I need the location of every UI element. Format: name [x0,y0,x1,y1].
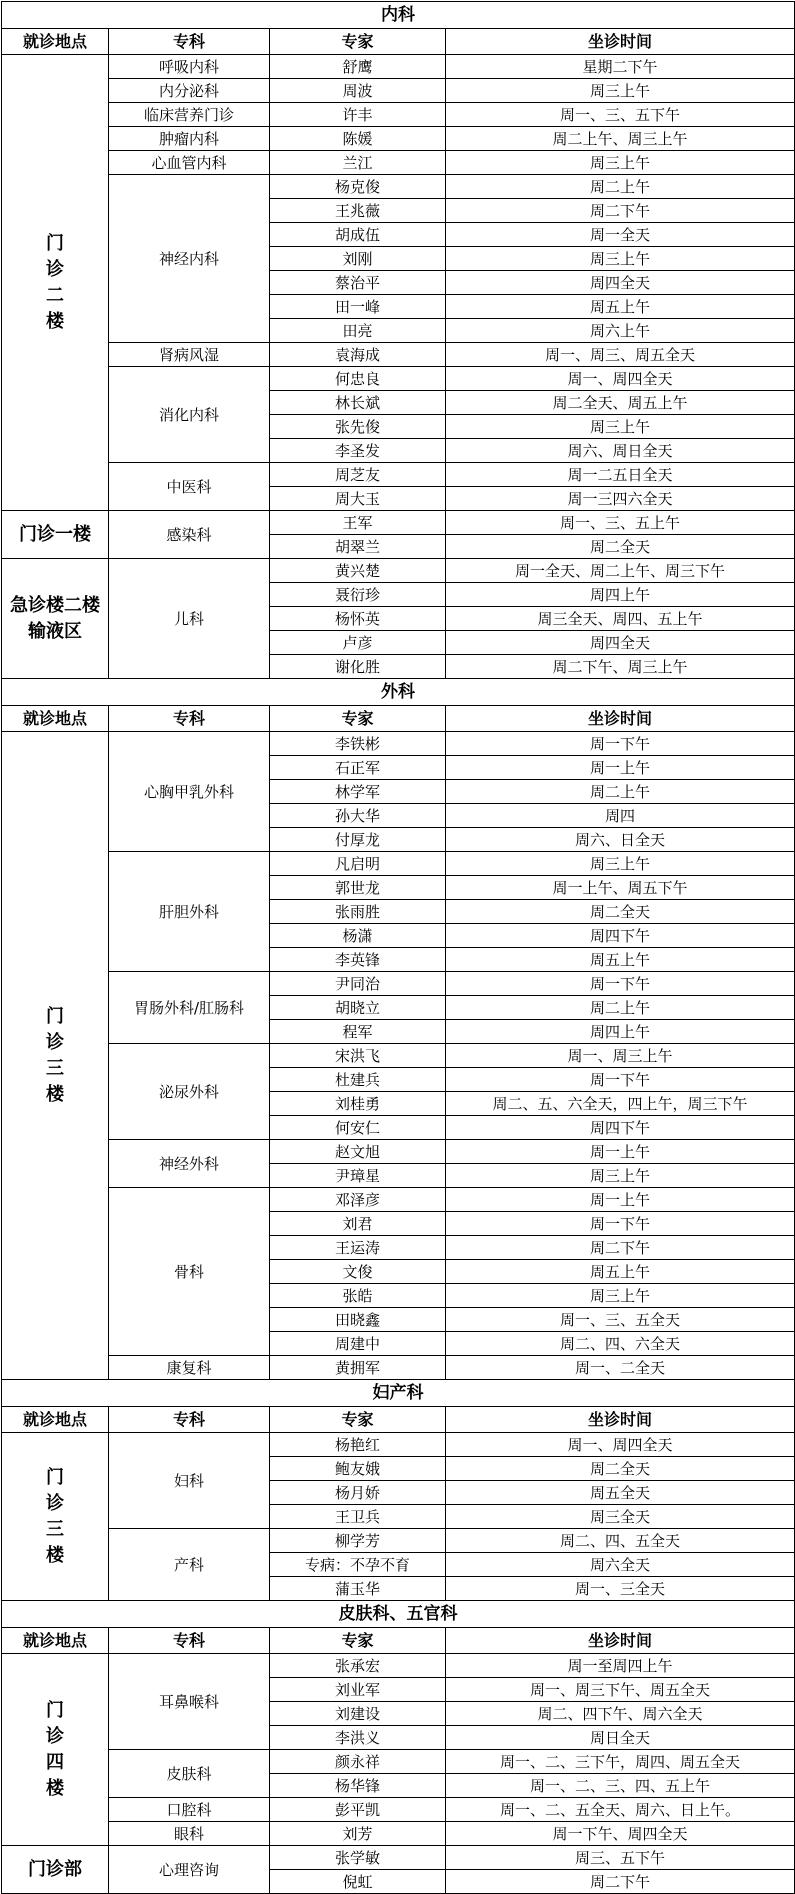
clinic-time: 周一、周三上午 [446,1044,795,1068]
clinic-time: 周一三四六全天 [446,487,795,511]
department-cell: 神经内科 [109,175,270,343]
doctor-name: 蔡治平 [270,271,446,295]
doctor-name: 郭世龙 [270,876,446,900]
table-row [2,1433,795,1457]
doctor-name: 刘刚 [270,247,446,271]
doctor-name: 王运涛 [270,1236,446,1260]
clinic-time: 周四下午 [446,1116,795,1140]
clinic-time: 周二、四下午、周六全天 [446,1702,795,1726]
location-char: 三 [46,1518,64,1540]
clinic-time: 周一、周三下午、周五全天 [446,1678,795,1702]
doctor-name: 彭平凯 [270,1798,446,1822]
clinic-time: 周二、五、六全天，四上午，周三下午 [446,1092,795,1116]
clinic-time: 周三全天、周四、五上午 [446,607,795,631]
location-char: 楼 [46,1083,64,1105]
doctor-name: 林学军 [270,780,446,804]
doctor-header: 专家 [270,29,446,55]
location-char: 楼 [46,1544,64,1566]
clinic-time: 周一下午 [446,972,795,996]
clinic-time: 周四 [446,804,795,828]
department-cell: 中医科 [109,463,270,511]
clinic-time: 周一、三、五上午 [446,511,795,535]
doctor-name: 周大玉 [270,487,446,511]
clinic-time: 周三上午 [446,852,795,876]
doctor-name: 陈媛 [270,127,446,151]
doctor-name: 柳学芳 [270,1529,446,1553]
location-char: 门 [46,1005,64,1027]
doctor-name: 赵文旭 [270,1140,446,1164]
table-row [2,1822,795,1846]
table-row [2,1044,795,1068]
clinic-time: 星期二下午 [446,55,795,79]
section-title-row [2,2,795,29]
clinic-time: 周一上午 [446,1140,795,1164]
department-cell: 感染科 [109,511,270,559]
department-header: 专科 [109,706,270,732]
doctor-name: 刘芳 [270,1822,446,1846]
location-cell: 急诊楼二楼输液区 [2,559,109,679]
department-cell: 泌尿外科 [109,1044,270,1140]
department-cell: 儿科 [109,559,270,679]
doctor-name: 周波 [270,79,446,103]
clinic-time: 周一、周四全天 [446,1433,795,1457]
doctor-header: 专家 [270,1628,446,1654]
column-header-row [2,29,795,55]
doctor-name: 何忠良 [270,367,446,391]
doctor-header: 专家 [270,1407,446,1433]
clinic-time: 周一下午 [446,1212,795,1236]
clinic-time: 周一全天、周二上午、周三下午 [446,559,795,583]
clinic-time: 周二全天 [446,1457,795,1481]
clinic-time: 周四上午 [446,1020,795,1044]
doctor-name: 刘君 [270,1212,446,1236]
department-cell: 产科 [109,1529,270,1601]
clinic-time: 周一至周四上午 [446,1654,795,1678]
time-header: 坐诊时间 [446,29,795,55]
department-cell: 口腔科 [109,1798,270,1822]
section-title-row [2,1601,795,1628]
doctor-name: 李英锋 [270,948,446,972]
doctor-name: 邓泽彦 [270,1188,446,1212]
doctor-name: 谢化胜 [270,655,446,679]
clinic-time: 周五上午 [446,295,795,319]
location-char: 二 [46,284,64,306]
clinic-time: 周一、二全天 [446,1356,795,1380]
doctor-name: 付厚龙 [270,828,446,852]
location-char: 门 [46,232,64,254]
doctor-name: 田晓鑫 [270,1308,446,1332]
doctor-name: 林长斌 [270,391,446,415]
clinic-time: 周三上午 [446,151,795,175]
table-row [2,1750,795,1774]
doctor-name: 王军 [270,511,446,535]
clinic-time: 周一下午 [446,1068,795,1092]
doctor-name: 尹同治 [270,972,446,996]
table-row [2,127,795,151]
location-header: 就诊地点 [2,1407,109,1433]
table-row [2,1846,795,1870]
table-row [2,103,795,127]
schedule-body [2,2,795,1894]
department-cell: 肝胆外科 [109,852,270,972]
doctor-name: 宋洪飞 [270,1044,446,1068]
department-cell: 肿瘤内科 [109,127,270,151]
section-title: 皮肤科、五官科 [2,1601,795,1628]
doctor-name: 程军 [270,1020,446,1044]
doctor-name: 舒鹰 [270,55,446,79]
clinic-time: 周三上午 [446,79,795,103]
doctor-name: 胡翠兰 [270,535,446,559]
department-cell: 心血管内科 [109,151,270,175]
location-cell [2,1433,109,1601]
location-cell [2,55,109,511]
clinic-time: 周一、三全天 [446,1577,795,1601]
department-header: 专科 [109,29,270,55]
doctor-name: 许丰 [270,103,446,127]
location-char: 诊 [46,1725,64,1747]
clinic-time: 周二全天 [446,535,795,559]
clinic-time: 周一、三、五全天 [446,1308,795,1332]
clinic-time: 周六、日全天 [446,828,795,852]
doctor-name: 鲍友娥 [270,1457,446,1481]
clinic-time: 周四上午 [446,583,795,607]
department-cell: 康复科 [109,1356,270,1380]
doctor-name: 李圣发 [270,439,446,463]
time-header: 坐诊时间 [446,706,795,732]
location-cell [2,1654,109,1846]
column-header-row [2,706,795,732]
clinic-time: 周一二五日全天 [446,463,795,487]
clinic-time: 周二全天、周五上午 [446,391,795,415]
clinic-time: 周二、四、五全天 [446,1529,795,1553]
department-cell: 骨科 [109,1188,270,1356]
doctor-name: 田一峰 [270,295,446,319]
doctor-name: 周芝友 [270,463,446,487]
table-row [2,1188,795,1212]
doctor-name: 文俊 [270,1260,446,1284]
table-row [2,79,795,103]
department-cell: 心胸甲乳外科 [109,732,270,852]
doctor-name: 颜永祥 [270,1750,446,1774]
table-row [2,55,795,79]
clinic-time: 周五全天 [446,1481,795,1505]
clinic-time: 周二上午 [446,175,795,199]
clinic-time: 周四下午 [446,924,795,948]
doctor-name: 杨克俊 [270,175,446,199]
department-header: 专科 [109,1407,270,1433]
department-cell: 皮肤科 [109,1750,270,1798]
department-cell: 耳鼻喉科 [109,1654,270,1750]
table-row [2,511,795,535]
clinic-time: 周二全天 [446,900,795,924]
doctor-name: 周建中 [270,1332,446,1356]
table-row [2,367,795,391]
table-row [2,1654,795,1678]
clinic-time: 周一下午 [446,732,795,756]
clinic-time: 周二、四、六全天 [446,1332,795,1356]
doctor-name: 刘业军 [270,1678,446,1702]
doctor-name: 刘桂勇 [270,1092,446,1116]
column-header-row [2,1628,795,1654]
doctor-name: 凡启明 [270,852,446,876]
doctor-name: 孙大华 [270,804,446,828]
clinic-time: 周一全天 [446,223,795,247]
clinic-time: 周六全天 [446,1553,795,1577]
table-row [2,1798,795,1822]
table-row [2,151,795,175]
doctor-name: 杨月娇 [270,1481,446,1505]
doctor-name: 杜建兵 [270,1068,446,1092]
clinic-time: 周二上午 [446,996,795,1020]
department-cell: 神经外科 [109,1140,270,1188]
department-cell: 消化内科 [109,367,270,463]
clinic-time: 周一上午 [446,756,795,780]
time-header: 坐诊时间 [446,1628,795,1654]
clinic-time: 周三全天 [446,1505,795,1529]
doctor-name: 杨潇 [270,924,446,948]
table-row [2,1140,795,1164]
time-header: 坐诊时间 [446,1407,795,1433]
clinic-time: 周三上午 [446,415,795,439]
clinic-time: 周一、周四全天 [446,367,795,391]
location-char: 门 [46,1466,64,1488]
table-row [2,175,795,199]
section-title-row [2,679,795,706]
location-char: 诊 [46,1031,64,1053]
doctor-name: 杨华锋 [270,1774,446,1798]
clinic-time: 周一、周三、周五全天 [446,343,795,367]
doctor-name: 李洪义 [270,1726,446,1750]
doctor-name: 李铁彬 [270,732,446,756]
doctor-name: 黄兴楚 [270,559,446,583]
department-cell: 胃肠外科/肛肠科 [109,972,270,1044]
clinic-time: 周二下午 [446,1870,795,1894]
department-cell: 临床营养门诊 [109,103,270,127]
department-cell: 心理咨询 [109,1846,270,1894]
doctor-name: 袁海成 [270,343,446,367]
doctor-name: 杨怀英 [270,607,446,631]
location-char: 楼 [46,1777,64,1799]
doctor-name: 王卫兵 [270,1505,446,1529]
department-cell: 内分泌科 [109,79,270,103]
department-cell: 呼吸内科 [109,55,270,79]
location-cell: 门诊部 [2,1846,109,1894]
doctor-name: 蒲玉华 [270,1577,446,1601]
clinic-time: 周四全天 [446,631,795,655]
table-row [2,852,795,876]
schedule-table [1,1,795,1894]
location-char: 四 [46,1751,64,1773]
clinic-time: 周一上午、周五下午 [446,876,795,900]
doctor-name: 张承宏 [270,1654,446,1678]
clinic-time: 周二下午、周三上午 [446,655,795,679]
table-row [2,972,795,996]
location-char: 诊 [46,258,64,280]
doctor-name: 聂衍珍 [270,583,446,607]
table-row [2,1529,795,1553]
clinic-time: 周三上午 [446,1164,795,1188]
clinic-time: 周二下午 [446,1236,795,1260]
location-cell [2,732,109,1380]
location-char: 门 [46,1699,64,1721]
location-char: 楼 [46,310,64,332]
clinic-time: 周一、二、五全天、周六、日上午。 [446,1798,795,1822]
table-row [2,463,795,487]
location-header: 就诊地点 [2,29,109,55]
clinic-time: 周二下午 [446,199,795,223]
location-char: 诊 [46,1492,64,1514]
table-row [2,559,795,583]
clinic-time: 周六上午 [446,319,795,343]
clinic-time: 周一、二、三下午，周四、周五全天 [446,1750,795,1774]
doctor-name: 卢彦 [270,631,446,655]
doctor-header: 专家 [270,706,446,732]
clinic-time: 周三上午 [446,247,795,271]
clinic-time: 周三、五下午 [446,1846,795,1870]
doctor-name: 胡成伍 [270,223,446,247]
clinic-time: 周二上午 [446,780,795,804]
doctor-name: 专病：不孕不育 [270,1553,446,1577]
doctor-name: 田亮 [270,319,446,343]
clinic-time: 周三上午 [446,1284,795,1308]
doctor-name: 刘建设 [270,1702,446,1726]
clinic-time: 周一、二、三、四、五上午 [446,1774,795,1798]
doctor-name: 尹璋星 [270,1164,446,1188]
department-header: 专科 [109,1628,270,1654]
clinic-time: 周一、三、五下午 [446,103,795,127]
doctor-name: 何安仁 [270,1116,446,1140]
clinic-time: 周日全天 [446,1726,795,1750]
location-char: 三 [46,1057,64,1079]
table-row [2,1356,795,1380]
doctor-name: 张雨胜 [270,900,446,924]
section-title: 内科 [2,2,795,29]
section-title: 外科 [2,679,795,706]
doctor-name: 兰江 [270,151,446,175]
table-row [2,343,795,367]
location-header: 就诊地点 [2,1628,109,1654]
section-title: 妇产科 [2,1380,795,1407]
doctor-name: 王兆薇 [270,199,446,223]
clinic-time: 周四全天 [446,271,795,295]
location-header: 就诊地点 [2,706,109,732]
doctor-name: 石正军 [270,756,446,780]
doctor-name: 张学敏 [270,1846,446,1870]
doctor-name: 杨艳红 [270,1433,446,1457]
clinic-time: 周一下午、周四全天 [446,1822,795,1846]
clinic-time: 周一上午 [446,1188,795,1212]
doctor-name: 黄拥军 [270,1356,446,1380]
clinic-time: 周二上午、周三上午 [446,127,795,151]
doctor-name: 张皓 [270,1284,446,1308]
column-header-row [2,1407,795,1433]
doctor-name: 胡晓立 [270,996,446,1020]
section-title-row [2,1380,795,1407]
table-row [2,732,795,756]
doctor-name: 倪虹 [270,1870,446,1894]
doctor-name: 张先俊 [270,415,446,439]
department-cell: 眼科 [109,1822,270,1846]
clinic-time: 周六、周日全天 [446,439,795,463]
clinic-time: 周五上午 [446,948,795,972]
department-cell: 肾病风湿 [109,343,270,367]
clinic-time: 周五上午 [446,1260,795,1284]
location-cell: 门诊一楼 [2,511,109,559]
department-cell: 妇科 [109,1433,270,1529]
